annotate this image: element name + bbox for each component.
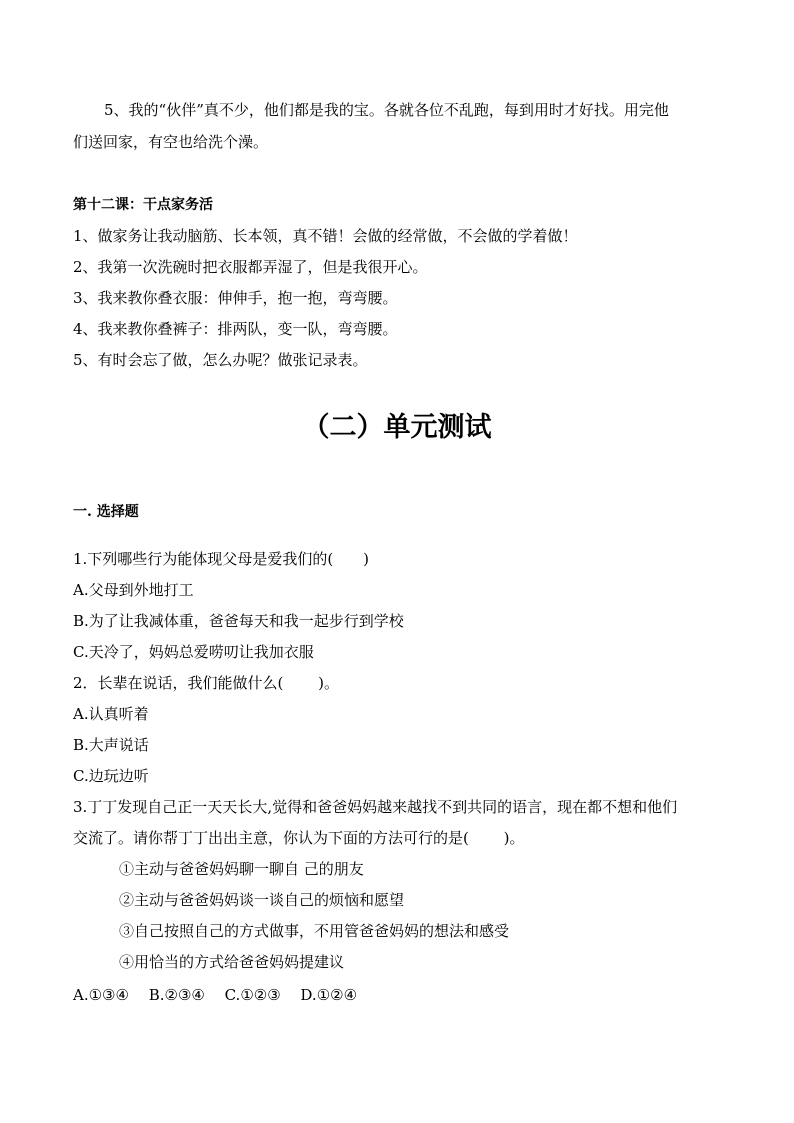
question-2-option-b: B.大声说话 <box>73 736 149 754</box>
question-2: 2．长辈在说话，我们能做什么( )。 <box>73 674 340 692</box>
lesson12-item-4: 4、我来教你叠裤子：排两队，变一队，弯弯腰。 <box>73 320 398 338</box>
question-2-option-c: C.边玩边听 <box>73 767 149 785</box>
question-3-statement-3: ③自己按照自己的方式做事，不用管爸爸妈妈的想法和感受 <box>119 922 510 940</box>
unit-test-title: （二）单元测试 <box>302 412 492 443</box>
lesson12-heading: 第十二课：干点家务活 <box>73 197 213 213</box>
question-3-line1: 3.丁丁发现自己正一天天长大,觉得和爸爸妈妈越来越找不到共同的语言，现在都不想和他们 <box>73 798 678 816</box>
lesson12-item-3: 3、我来教你叠衣服：伸伸手，抱一抱，弯弯腰。 <box>73 289 398 307</box>
lesson12-item-2: 2、我第一次洗碗时把衣服都弄湿了，但是我很开心。 <box>73 258 428 276</box>
question-1-option-b: B.为了让我减体重，爸爸每天和我一起步行到学校 <box>73 612 404 630</box>
question-1-option-c: C.天冷了，妈妈总爱唠叨让我加衣服 <box>73 643 314 661</box>
question-3-statement-4: ④用恰当的方式给爸爸妈妈提建议 <box>119 953 345 971</box>
lesson12-item-1: 1、做家务让我动脑筋、长本领，真不错！会做的经常做，不会做的学着做！ <box>73 227 578 245</box>
question-2-option-a: A.认真听着 <box>73 705 149 723</box>
question-1: 1.下列哪些行为能体现父母是爱我们的( ) <box>73 550 370 568</box>
section-heading: 一. 选择题 <box>73 504 139 520</box>
lesson12-item-5: 5、有时会忘了做，怎么办呢？做张记录表。 <box>73 351 368 369</box>
question-3-line2: 交流了。请你帮丁丁出出主意，你认为下面的方法可行的是( )。 <box>73 829 525 847</box>
question-1-option-a: A.父母到外地打工 <box>73 581 194 599</box>
question-3-statement-1: ①主动与爸爸妈妈聊一聊自 己的朋友 <box>119 860 364 878</box>
question-3-statement-2: ②主动与爸爸妈妈谈一谈自己的烦恼和愿望 <box>119 891 405 909</box>
lesson-item-5-line1: 5、我的“伙伴”真不少，他们都是我的宝。各就各位不乱跑，每到用时才好找。用完他 <box>104 101 669 119</box>
lesson-item-5-line2: 们送回家，有空也给洗个澡。 <box>73 133 269 151</box>
question-3-choices: A.①③④ B.②③④ C.①②③ D.①②④ <box>73 986 358 1004</box>
